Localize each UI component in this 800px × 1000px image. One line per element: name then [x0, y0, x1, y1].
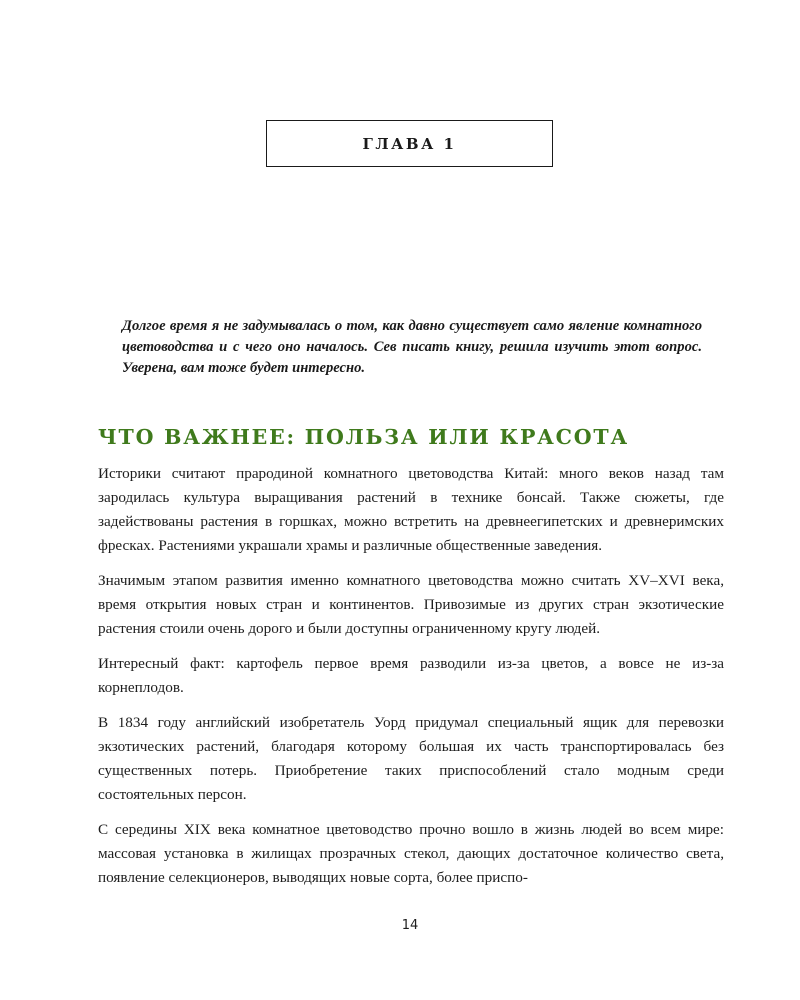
body-paragraph: Интересный факт: картофель первое время разводили из-за цветов, а вовсе не из-за корнеплодов.: [98, 655, 724, 696]
chapter-label: ГЛАВА 1: [362, 134, 457, 153]
body-text: [98, 462, 724, 901]
body-paragraph: С середины XIX века комнатное цветоводство прочно вошло в жизнь людей во всем мире: массовая установка в жилищах прозрачных стекол, дающих достаточное количество света, появление селекционеров, выводящих новые сорта, более приспо-: [98, 821, 724, 886]
body-paragraph: Значимым этапом развития именно комнатного цветоводства можно считать XV–XVI века, время открытия новых стран и континентов. Привозимые из других стран экзотические растения стоили очень дорого и были доступны ограниченному кругу людей.: [98, 572, 724, 637]
section-heading: ЧТО ВАЖНЕЕ: ПОЛЬЗА ИЛИ КРАСОТА: [98, 425, 629, 449]
body-paragraph: Историки считают прародиной комнатного цветоводства Китай: много веков назад там зародилась культура выращивания растений в технике бонсай. Также сюжеты, где задействованы растения в горшках, можно встретить на древнеегипетских и древнеримских фресках. Растениями украшали храмы и различные общественные заведения.: [98, 465, 724, 554]
chapter-label-box: [266, 120, 553, 167]
intro-paragraph: Долгое время я не задумывалась о том, как давно существует само явление комнатного цветоводства и с чего оно началось. Сев писать книгу, решила изучить этот вопрос. Уверена, вам тоже будет интересно.: [122, 318, 702, 376]
page-number: 14: [401, 918, 419, 933]
body-paragraph: В 1834 году английский изобретатель Уорд придумал специальный ящик для перевозки экзотических растений, благодаря которому большая их часть транспортировалась без существенных потерь. Приобретение таких приспособлений стало модным среди состоятельных персон.: [98, 714, 724, 803]
